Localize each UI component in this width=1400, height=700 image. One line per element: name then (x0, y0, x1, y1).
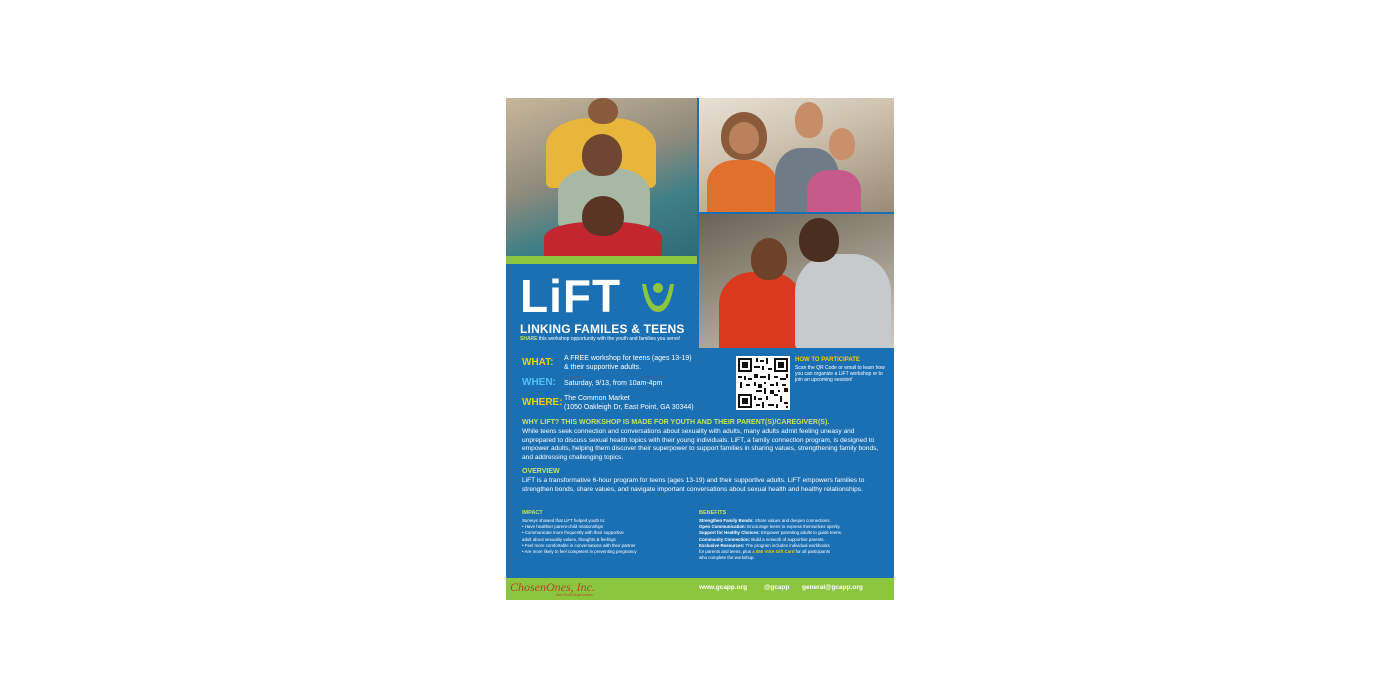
why-title: WHY LIFT? THIS WORKSHOP IS MADE FOR YOUTH AND THEIR PARENT(S)/CAREGIVER(S). (522, 419, 830, 426)
where-value: The Common Market (1050 Oakleigh Dr, East Point, GA 30344) (564, 395, 694, 411)
org-tagline: Non-Profit Organization (556, 593, 593, 597)
what-value: A FREE workshop for teens (ages 13-19) & their supportive adults. (564, 355, 692, 371)
footer-bar (506, 578, 894, 600)
list-item: adult about sexuality values, thoughts & feelings (522, 536, 616, 542)
list-item: • Are more likely to feel competent in preventing pregnancy (522, 549, 637, 555)
list-item: Support for Healthy Choices: Empower parenting adults to guide teens. (699, 530, 843, 536)
qr-code-icon (736, 356, 790, 410)
list-item: Community Connection: Build a network of supportive parents. (699, 536, 825, 542)
list-item: Exclusive Resources: The program includes individual workbooks (699, 542, 830, 548)
when-label: WHEN: (522, 377, 556, 388)
why-paragraph: While teens seek connection and conversations about sexuality with adults, many adults admit feeling uneasy and unprepared to discuss sexual health topics with their young individuals. LiFT, a family connection program, is designed to empower adults, helping them discover their superpower to support families in sharing values, strengthening family bonds, and addressing challenging topics. (522, 428, 879, 461)
when-value: Saturday, 9/13, from 10am-4pm (564, 380, 663, 387)
overview-paragraph: LiFT is a transformative 6-hour program for teens (ages 13-19) and their supportive adults. LiFT empowers families to strengthen bonds, share values, and navigate important conversations about sexual health and healthy relationships. (522, 477, 865, 493)
list-item: Strengthen Family Bonds: Share values and deepen connections. (699, 518, 831, 523)
participate-title: HOW TO PARTICIPATE (795, 357, 860, 363)
list-item: Open Communication: Encourage teens to express themselves openly. (699, 524, 841, 530)
person-arms-up-icon (638, 278, 678, 318)
lift-logo-block (506, 264, 697, 348)
list-item: • Communicate more frequently with their supportive (522, 530, 624, 536)
email-link[interactable]: general@gcapp.org (802, 584, 863, 591)
website-link[interactable]: www.gcapp.org (699, 584, 748, 591)
flyer (506, 98, 894, 600)
where-label: WHERE: (522, 397, 563, 408)
overview-title: OVERVIEW (522, 468, 560, 475)
list-item: • Feel more comfortable in conversations with their partner (522, 542, 636, 548)
family-photo-three (699, 98, 894, 212)
qr-code[interactable] (736, 356, 790, 410)
impact-list: Surveys showed that LiFT helped youth to: • Have healthier parent-child relationships • Communicate more frequently with their supportive adult about sexuality values, thoughts & feelings • Feel more comfortable in conversations with their partner • Are more likely to feel competent in preventing pregnancy (522, 518, 692, 555)
green-divider (506, 256, 697, 264)
impact-title: IMPACT (522, 510, 543, 516)
benefits-list: Strengthen Family Bonds: Share values and deepen connections. Open Communication: Encourage teens to express themselves openly. Support for Healthy Choices: Empower parenting adults to guide teens. Community Connection: Build a network of supportive parents. Exclusive Resources: The program includes individual workbooks for parents and teens, plus a $50 VISA Gift Card for all participants who complete the workshop. (699, 518, 889, 561)
social-handle[interactable]: @gcapp (764, 584, 790, 591)
benefits-title: BENEFITS (699, 510, 727, 516)
family-photo-stacked (506, 98, 697, 256)
share-line: SHARE this workshop opportunity with the youth and families you serve! (520, 336, 681, 342)
what-label: WHAT: (522, 357, 554, 368)
participate-text: Scan the QR Code or email to learn how you can organize a LiFT workshop or to join an upcoming session! (795, 365, 885, 383)
logo-subtitle: LINKING FAMILES & TEENS (520, 322, 685, 336)
list-item: • Have healthier parent-child relationships (522, 524, 604, 530)
lift-logo-word: LiFT (520, 270, 622, 322)
teen-adult-photo (699, 214, 894, 348)
chosen-ones-logo: ChosenOnes, Inc. (510, 580, 595, 594)
